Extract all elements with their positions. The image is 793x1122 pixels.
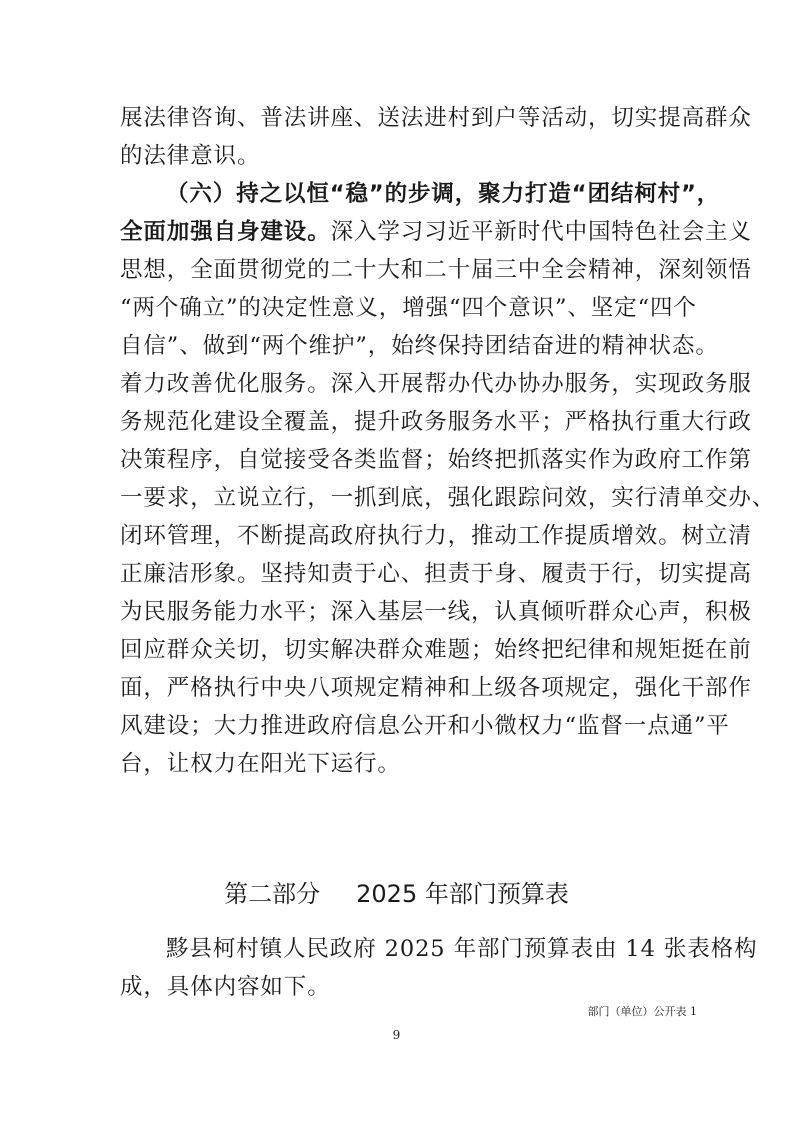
page-number: 9 — [392, 1028, 401, 1042]
part-2-intro-line-1: 黟县柯村镇人民政府 2025 年部门预算表由 14 张表格构 — [166, 936, 758, 962]
body-line-15: 回应群众关切，切实解决群众难题；始终把纪律和规矩挺在前 — [120, 637, 752, 663]
body-line-5: 思想，全面贯彻党的二十大和二十届三中全会精神，深刻领悟 — [120, 257, 752, 283]
body-line-10: 决策程序，自觉接受各类监督；始终把抓落实作为政府工作第 — [120, 447, 752, 473]
body-line-12: 闭环管理，不断提高政府执行力，推动工作提质增效。树立清 — [120, 523, 752, 549]
part-2-title: 2025 年部门预算表 — [356, 880, 569, 908]
body-line-11: 一要求，立说立行，一抓到底，强化跟踪问效，实行清单交办、 — [120, 485, 776, 511]
section-6-title-continued — [120, 217, 752, 247]
section-6-body-start: 深入学习习近平新时代中国特色社会主义 — [330, 219, 752, 245]
body-line-9: 务规范化建设全覆盖，提升政务服务水平；严格执行重大行政 — [120, 409, 752, 435]
body-line-18: 台，让权力在阳光下运行。 — [120, 751, 401, 777]
part-2-intro-line-2: 成，具体内容如下。 — [120, 974, 331, 1000]
body-line-13: 正廉洁形象。坚持知责于心、担责于身、履责于行，切实提高 — [120, 561, 752, 587]
body-line-14: 为民服务能力水平；深入基层一线，认真倾听群众心声，积极 — [120, 599, 752, 625]
body-line-1: 展法律咨询、普法讲座、送法进村到户等活动，切实提高群众 — [120, 105, 752, 131]
body-line-8: 着力改善优化服务。深入开展帮办代办协办服务，实现政务服 — [120, 371, 752, 397]
body-line-2: 的法律意识。 — [120, 143, 261, 169]
body-line-17: 风建设；大力推进政府信息公开和小微权力“监督一点通”平 — [120, 713, 730, 739]
table-note: 部门（单位）公开表 1 — [587, 1005, 697, 1018]
body-line-6: “两个确立”的决定性意义，增强“四个意识”、坚定“四个 — [120, 295, 697, 321]
body-line-16: 面，严格执行中央八项规定精神和上级各项规定，强化干部作 — [120, 675, 752, 701]
section-6-title: （六）持之以恒“稳”的步调，聚力打造“团结柯村”， — [166, 181, 721, 207]
body-line-7: 自信”、做到“两个维护”，始终保持团结奋进的精神状态。 — [120, 333, 719, 359]
part-2-heading — [0, 877, 793, 911]
part-2-label: 第二部分 — [224, 880, 321, 908]
section-6-title-end: 全面加强自身建设。 — [120, 219, 331, 245]
